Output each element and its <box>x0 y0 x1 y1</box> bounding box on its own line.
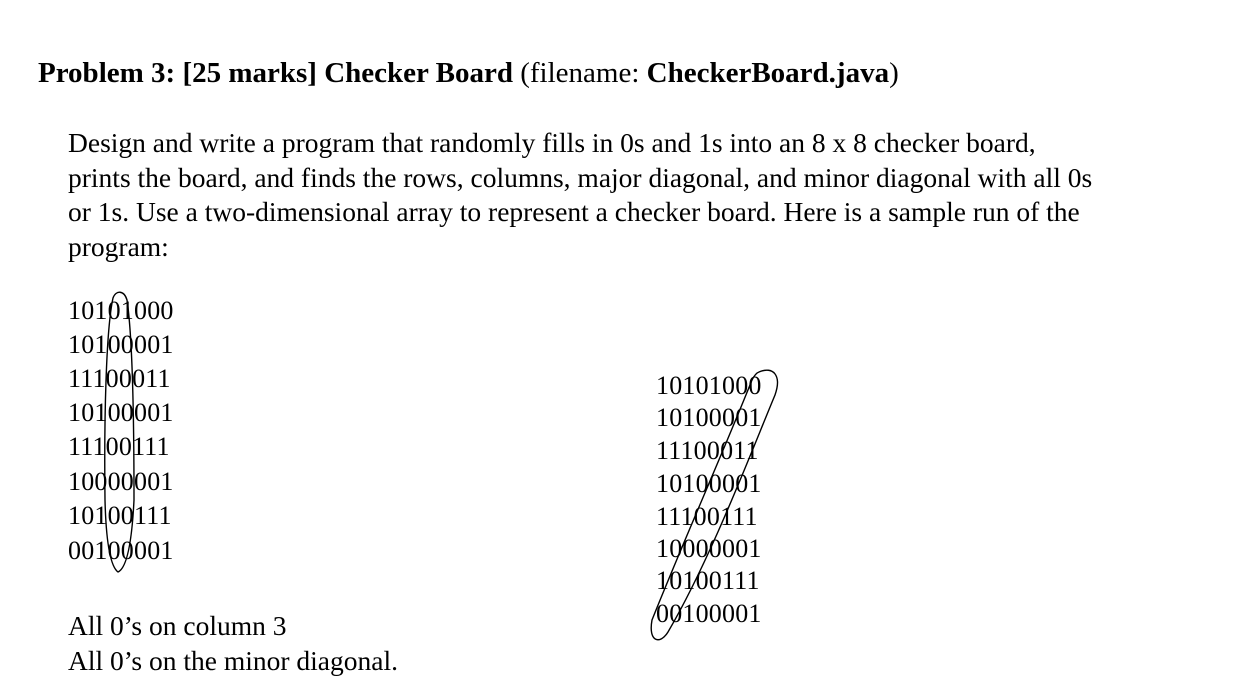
board-row: 10100111 <box>68 501 172 530</box>
filename: CheckerBoard.java <box>646 57 890 89</box>
board-row: 11100011 <box>68 364 171 393</box>
board-row: 10100001 <box>656 469 762 498</box>
board-row: 10000001 <box>656 534 762 563</box>
board-row: 10100001 <box>68 398 174 427</box>
board-row: 11100111 <box>68 432 170 461</box>
problem-heading <box>38 54 899 92</box>
board-row: 10101000 <box>656 371 762 400</box>
description-line: or 1s. Use a two-dimensional array to represent a checker board. Here is a sample run of the <box>68 196 1080 227</box>
result-line: All 0’s on the minor diagonal. <box>68 645 398 676</box>
board-row: 00100001 <box>68 536 174 565</box>
problem-marks: [25 marks] <box>182 57 317 89</box>
problem-description <box>68 126 1208 264</box>
description-line: Design and write a program that randomly fills in 0s and 1s into an 8 x 8 checker board, <box>68 127 1036 158</box>
filename-close: ) <box>889 57 899 89</box>
board-row: 11100111 <box>656 502 758 531</box>
board-row: 10101000 <box>68 296 174 325</box>
description-line: prints the board, and finds the rows, columns, major diagonal, and minor diagonal with all 0s <box>68 161 1093 193</box>
board-row: 10100001 <box>656 403 762 432</box>
board-row: 00100001 <box>656 599 762 628</box>
board-row: 10000001 <box>68 467 174 496</box>
board-row: 10100111 <box>656 566 760 595</box>
description-line: program: <box>68 230 169 262</box>
board-row: 11100011 <box>656 436 759 465</box>
board-row: 10100001 <box>68 330 174 359</box>
filename-open: (filename: <box>520 57 647 89</box>
problem-label: Problem 3: <box>38 57 176 89</box>
sample-output <box>68 608 398 678</box>
problem-title: Checker Board <box>324 57 513 89</box>
result-line: All 0’s on column 3 <box>68 610 287 641</box>
